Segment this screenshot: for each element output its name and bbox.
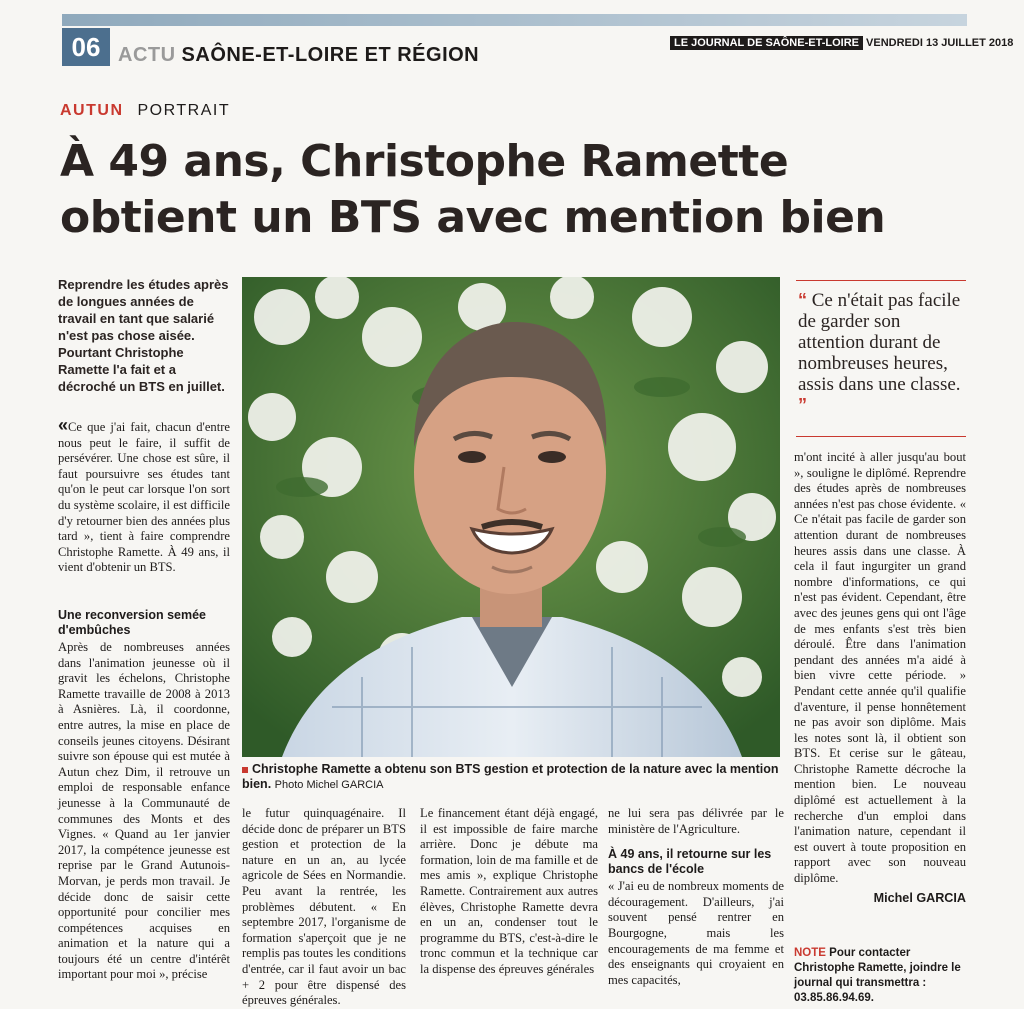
subheading-bancs-ecole: À 49 ans, il retourne sur les bancs de l'école xyxy=(608,847,772,877)
article-lead xyxy=(58,415,230,576)
article-column-5 xyxy=(794,450,966,906)
headline-line-2: obtient un BTS avec mention bien xyxy=(60,192,886,243)
article-column-3: Le financement étant déjà engagé, il est impossible de faire marche arrière. Donc je débute ma formation, loin de ma famille et de mes amis », explique Christophe Ramette. Contrairement aux autres élèves, Christophe Ramette devra en un an, condenser tout le programme du BTS, c'est-à-dire le tronc commun et la technique car la dispense des épreuves générales xyxy=(420,806,598,976)
pullquote-top-rule xyxy=(796,280,966,281)
issue-date: VENDREDI 13 JUILLET 2018 xyxy=(866,37,1014,49)
contact-note xyxy=(794,946,966,1006)
pullquote-close-mark: ” xyxy=(798,395,807,415)
top-color-band xyxy=(62,14,967,26)
section-name: SAÔNE-ET-LOIRE ET RÉGION xyxy=(181,44,480,66)
lead-text: Ce que j'ai fait, chacun d'entre nous peut le faire, il suffit de persévérer. Une chose est sûre, il faut poursuivre ses études tant qu'on le peut car lorsque l'on sort du système scolaire, il est difficile d'y retourner bien des années plus tard », tient à faire comprendre Christophe Ramette. À 49 ans, il vient d'obtenir un BTS. xyxy=(58,420,230,575)
pullquote-bottom-rule xyxy=(796,436,966,437)
rubric xyxy=(60,102,230,120)
author-signature: Michel GARCIA xyxy=(873,890,966,905)
column-5-text: m'ont incité à aller jusqu'au bout », souligne le diplômé. Reprendre des études après de nombreuses années n'est pas chose évidente. « Ce n'était pas facile de garder son attention durant de nombreuses heures assis dans une classe. À cela il faut ingurgiter un grand nombre d'informations, ce qui n'est pas évident. Cependant, être avec des jeunes gens qui ont l'âge de mes enfants s'est très bien déroulé. Être dans l'animation pendant des années m'a aidé à bien vivre cette période. » Pendant cette année qu'il qualifie d'aventure, il pense honnêtement ne pas avoir son diplôme. Mais les notes sont là, il obtient son BTS. Et cerise sur le gâteau, Christophe Ramette décroche la mention bien. Le nouveau diplômé est actuellement à la recherche d'un emploi dans l'animation nature, cependant il est ouvert à toute proposition en rapport avec son nouveau diplôme. xyxy=(794,450,966,886)
page-number: 06 xyxy=(62,28,110,66)
journal-name: LE JOURNAL DE SAÔNE-ET-LOIRE xyxy=(670,36,863,50)
note-tag: NOTE xyxy=(794,947,826,959)
subheading-reconversion: Une reconversion semée d'embûches xyxy=(58,608,206,637)
column-4-text-a: ne lui sera pas délivrée par le ministère de l'Agriculture. xyxy=(608,806,784,836)
caption-bullet xyxy=(242,767,248,773)
section-prefix: ACTU xyxy=(118,44,176,66)
headline-line-1: À 49 ans, Christophe Ramette xyxy=(60,136,789,187)
article-intro: Reprendre les études après de longues années de travail en tant que salarié n'est pas chose aisée. Pourtant Christophe Ramette l'a fait et a décroché un BTS en juillet. xyxy=(58,277,229,394)
column-4-text-b: « J'ai eu de nombreux moments de découragement. D'ailleurs, j'ai souvent pensé rentrer en Bourgogne, mais les encouragements de ma femme et des enseignants qui croyaient en mes capacités, xyxy=(608,879,784,987)
journal-banner xyxy=(670,37,1013,49)
open-quote-mark: « xyxy=(58,415,69,435)
caption-text: Christophe Ramette a obtenu son BTS gestion et protection de la nature avec la mention bien. xyxy=(242,762,779,791)
pull-quote xyxy=(798,290,968,416)
note-text: Pour contacter Christophe Ramette, joindre le journal qui transmettra : 03.85.86.94.69. xyxy=(794,947,961,1004)
portrait-photo xyxy=(242,277,780,757)
article-column-1 xyxy=(58,598,230,983)
section-title xyxy=(118,44,479,67)
headline xyxy=(60,134,960,246)
rubric-city: AUTUN xyxy=(60,102,124,119)
rubric-category: PORTRAIT xyxy=(137,102,231,119)
pullquote-text: Ce n'était pas facile de garder son attention durant de nombreuses heures, assis dans une classe. xyxy=(798,290,961,395)
portrait-illustration xyxy=(242,277,780,757)
column-1-text: Après de nombreuses années dans l'animation jeunesse où il gravit les échelons, Christophe Ramette travaille de 2008 à 2013 à Asnières. Là, il coordonne, entre autres, la mise en place de conseils jeunes citoyens. Désirant suivre son épouse qui est mutée à Autun chez Dim, il retrouve un emploi de responsable enfance jeunesse à la Communauté de communes des Monts et des Vignes. « Quand au 1er janvier 2017, la compétence jeunesse est reprise par le Grand Autunois-Morvan, je perds mon travail. Je décide donc de saisir cette opportunité pour concilier mes compétences acquises en animation et la nature qui a toujours été un centre d'intérêt important pour moi », précise xyxy=(58,640,230,982)
article-column-4 xyxy=(608,806,784,988)
photo-credit: Photo Michel GARCIA xyxy=(274,779,384,791)
pullquote-open-mark: “ xyxy=(798,290,807,310)
photo-caption xyxy=(242,762,782,793)
article-column-2: le futur quinquagénaire. Il décide donc de préparer un BTS gestion et protection de la nature en un an, au lycée agricole de Sées en Normandie. Peu avant la rentrée, les problèmes débutent. « En septembre 2017, l'organisme de formation s'aperçoit que je ne remplis pas toutes les conditions d'entrée, car il faut avoir un bac + 2 pour être dispensé des épreuves générales. xyxy=(242,806,406,1008)
